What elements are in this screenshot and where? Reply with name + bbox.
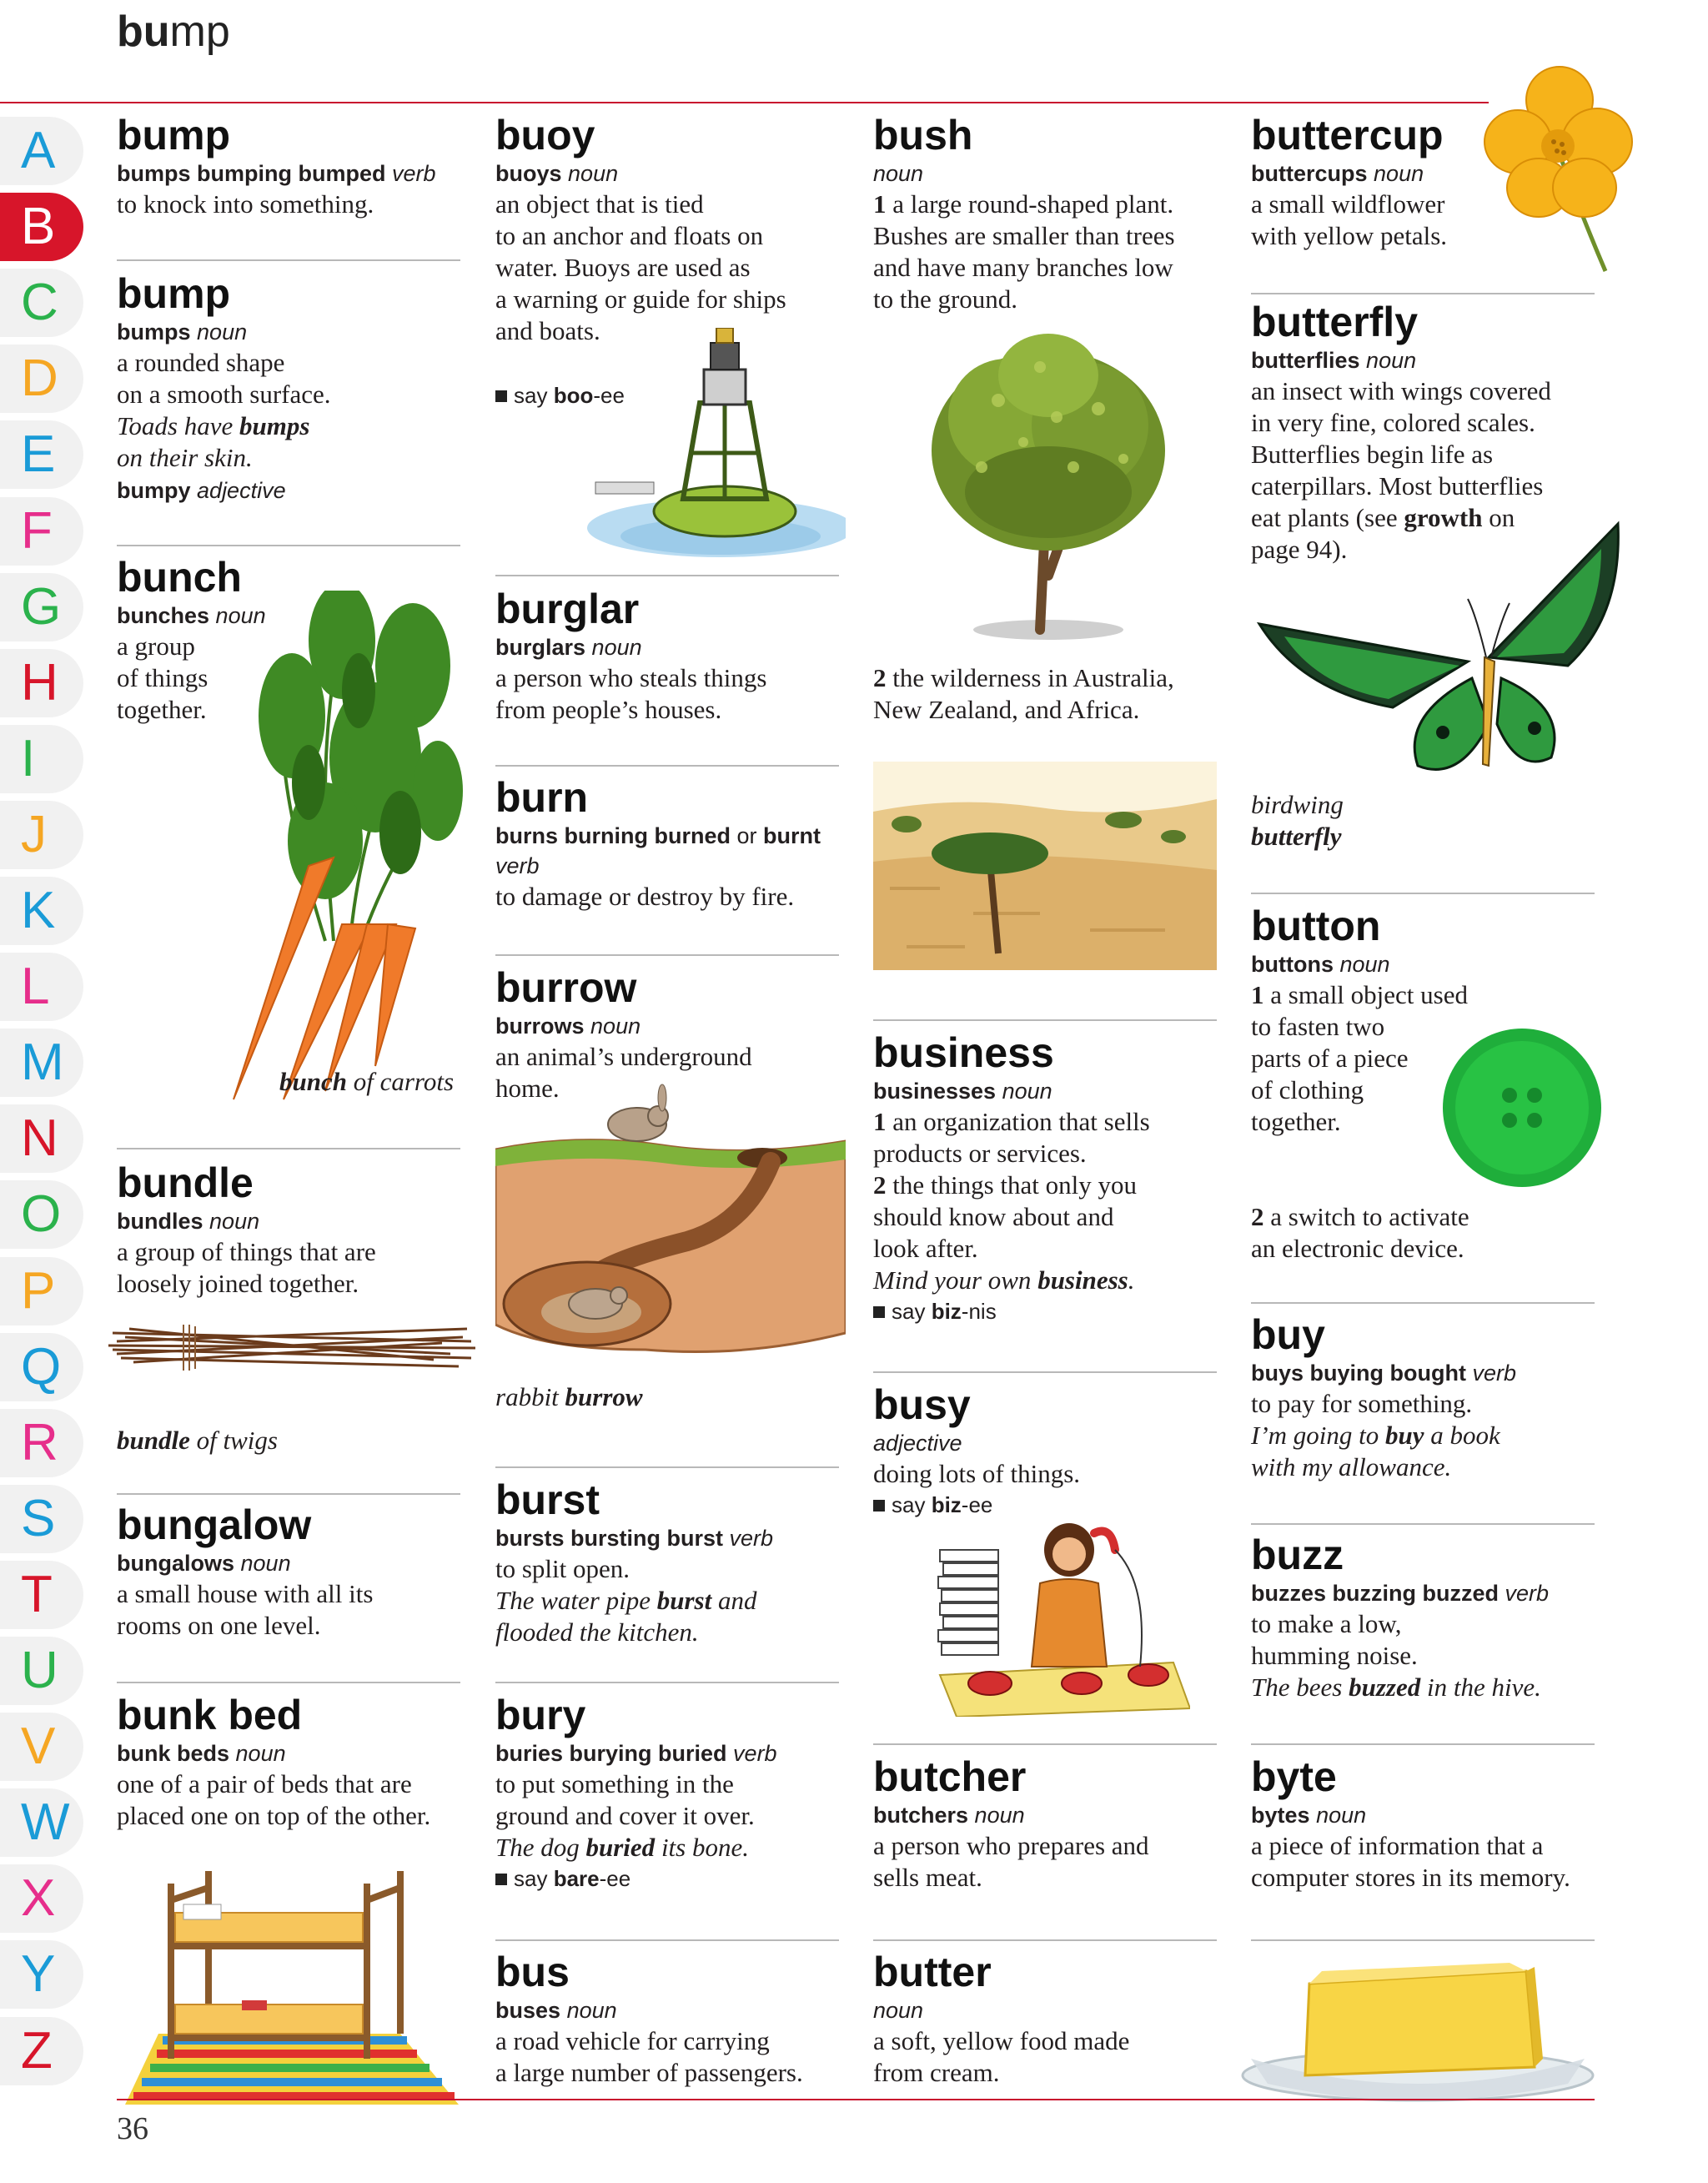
definition: a small house with all its — [117, 1579, 374, 1608]
part-of-speech: noun — [873, 161, 924, 186]
example: flooded the kitchen. — [495, 1617, 699, 1647]
grammar: buses noun — [495, 1998, 617, 2023]
alphabet-tab-i[interactable]: I — [0, 725, 83, 793]
divider — [1251, 893, 1595, 894]
headword: busy — [873, 1381, 971, 1428]
headword: buzz — [1251, 1532, 1344, 1578]
divider — [873, 1743, 1217, 1745]
divider — [495, 575, 839, 576]
headword: bus — [495, 1949, 570, 1995]
definition: and boats. — [495, 316, 600, 345]
divider — [117, 259, 460, 261]
example: Mind your own business. — [873, 1265, 1135, 1295]
definition: eat plants (see growth on — [1251, 503, 1515, 532]
divider — [873, 1371, 1217, 1373]
definition: to knock into something. — [117, 189, 374, 219]
example: Toads have bumps — [117, 411, 310, 440]
alphabet-tab-k[interactable]: K — [0, 877, 83, 945]
divider — [1251, 293, 1595, 294]
definition: a piece of information that a — [1251, 1831, 1544, 1860]
headword: butter — [873, 1949, 992, 1995]
alphabet-tab-h[interactable]: H — [0, 649, 83, 717]
grammar: buttons noun — [1251, 952, 1390, 977]
definition: Butterflies begin life as — [1251, 440, 1494, 469]
headword: bump — [117, 270, 231, 317]
headword: bunk bed — [117, 1692, 303, 1738]
entry-busy — [873, 1381, 1223, 1520]
grammar: bursts bursting burst verb — [495, 1526, 774, 1551]
buttercup-illustration — [1480, 63, 1639, 279]
alphabet-tab-c[interactable]: C — [0, 269, 83, 337]
part-of-speech: verb — [495, 853, 540, 878]
headword: bump — [117, 112, 231, 158]
example: with my allowance. — [1251, 1452, 1452, 1481]
alphabet-tab-e[interactable]: E — [0, 420, 83, 489]
grammar: burglars noun — [495, 635, 642, 660]
definition: rooms on one level. — [117, 1611, 321, 1640]
example: on their skin. — [117, 443, 253, 472]
caption-butterfly-1: birdwing — [1251, 790, 1344, 819]
entry-burn — [495, 774, 846, 913]
alphabet-tab-u[interactable]: U — [0, 1637, 83, 1705]
definition: and have many branches low — [873, 253, 1173, 282]
headword: burglar — [495, 586, 640, 632]
grammar: butchers noun — [873, 1803, 1025, 1828]
definition: water. Buoys are used as — [495, 253, 751, 282]
definition: from cream. — [873, 2058, 1000, 2087]
alphabet-tab-o[interactable]: O — [0, 1180, 83, 1249]
grammar: burns burning burned or burnt — [495, 823, 821, 848]
definition: an electronic device. — [1251, 1234, 1464, 1263]
caption-burrow: rabbit burrow — [495, 1382, 643, 1411]
definition: ground and cover it over. — [495, 1801, 755, 1830]
grammar: bumps bumping bumped verb — [117, 161, 436, 186]
definition: computer stores in its memory. — [1251, 1863, 1570, 1892]
divider — [873, 1939, 1217, 1941]
definition: humming noise. — [1251, 1641, 1418, 1670]
definition: doing lots of things. — [873, 1459, 1081, 1488]
caption-bunch: bunch of carrots — [279, 1067, 455, 1096]
divider — [495, 765, 839, 767]
entry-bump-noun — [117, 270, 467, 506]
headword: bunch — [117, 554, 242, 601]
divider — [117, 1148, 460, 1149]
entry-butcher — [873, 1753, 1223, 1894]
example: I’m going to buy a book — [1251, 1421, 1500, 1450]
bunk-bed-illustration — [125, 1867, 467, 2109]
alphabet-tab-t[interactable]: T — [0, 1561, 83, 1629]
grammar: buries burying buried verb — [495, 1741, 777, 1766]
pronunciation: say biz-ee — [873, 1490, 1223, 1520]
definition: together. — [1251, 1107, 1341, 1136]
divider — [495, 954, 839, 956]
definition: home. — [495, 1074, 560, 1103]
definition: to fasten two — [1251, 1012, 1385, 1041]
headword: business — [873, 1029, 1054, 1076]
definition: on a smooth surface. — [117, 380, 331, 409]
pronunciation: say biz-nis — [873, 1296, 1223, 1326]
divider — [495, 1682, 839, 1683]
definition: a person who steals things — [495, 663, 767, 692]
definition: loosely joined together. — [117, 1269, 359, 1298]
definition: look after. — [873, 1234, 978, 1263]
butter-illustration — [1234, 1950, 1601, 2109]
definition: 2 the wilderness in Australia, — [873, 663, 1174, 692]
alphabet-tab-q[interactable]: Q — [0, 1333, 83, 1401]
headword: byte — [1251, 1753, 1337, 1800]
pronunciation: say boo-ee — [495, 380, 846, 410]
grammar: bunches noun — [117, 603, 266, 628]
headword: burn — [495, 774, 589, 821]
headword: butterfly — [1251, 299, 1418, 345]
headword: bury — [495, 1692, 586, 1738]
grammar: burrows noun — [495, 1014, 641, 1039]
part-of-speech: adjective — [873, 1431, 962, 1456]
definition: a group — [117, 631, 195, 661]
caption-butterfly-2: butterfly — [1251, 822, 1342, 851]
definition: of clothing — [1251, 1075, 1364, 1104]
alphabet-tab-w[interactable]: W — [0, 1788, 83, 1857]
page-number: 36 — [117, 2111, 148, 2146]
definition: products or services. — [873, 1139, 1087, 1168]
entry-byte — [1251, 1753, 1601, 1894]
definition: caterpillars. Most butterflies — [1251, 471, 1544, 500]
headword: burrow — [495, 964, 637, 1011]
definition: an object that is tied — [495, 189, 704, 219]
example: The bees buzzed in the hive. — [1251, 1672, 1541, 1702]
definition: to pay for something. — [1251, 1389, 1473, 1418]
grammar: bytes noun — [1251, 1803, 1367, 1828]
bottom-rule — [117, 2099, 1595, 2100]
headword: button — [1251, 903, 1381, 949]
example: The water pipe burst and — [495, 1586, 757, 1615]
top-rule — [0, 102, 1489, 103]
definition: 1 a small object used — [1251, 980, 1468, 1009]
definition: to the ground. — [873, 284, 1018, 314]
entry-burst — [495, 1476, 846, 1648]
divider — [495, 1939, 839, 1941]
definition: together. — [117, 695, 207, 724]
definition: should know about and — [873, 1202, 1114, 1231]
alphabet-tab-n[interactable]: N — [0, 1104, 83, 1173]
definition: an insect with wings covered — [1251, 376, 1551, 405]
alphabet-tab-a[interactable]: A — [0, 117, 83, 185]
button-illustration — [1439, 1024, 1605, 1191]
entry-butter — [873, 1949, 1223, 2089]
guide-word: bump — [117, 8, 230, 56]
headword: buy — [1251, 1311, 1325, 1358]
grammar: buttercups noun — [1251, 161, 1424, 186]
entry-bump-verb — [117, 112, 467, 220]
grammar: bundles noun — [117, 1209, 260, 1234]
definition: 2 a switch to activate — [1251, 1202, 1469, 1231]
alphabet-tab-r[interactable]: R — [0, 1409, 83, 1477]
divider — [1251, 1523, 1595, 1525]
divider — [1251, 1939, 1595, 1941]
bush-illustration — [923, 325, 1173, 642]
divider — [1251, 1743, 1595, 1745]
definition: a small wildflower — [1251, 189, 1445, 219]
headword: buttercup — [1251, 112, 1444, 158]
butterfly-illustration — [1251, 516, 1626, 799]
definition: to damage or destroy by fire. — [495, 882, 795, 911]
definition: New Zealand, and Africa. — [873, 695, 1140, 724]
savanna-illustration — [873, 762, 1217, 970]
alphabet-tab-y[interactable]: Y — [0, 1940, 83, 2009]
alphabet-tab-b[interactable]: B — [0, 193, 83, 261]
definition: a large number of passengers. — [495, 2058, 803, 2087]
alphabet-tab-g[interactable]: G — [0, 573, 83, 641]
alphabet-tab-m[interactable]: M — [0, 1029, 83, 1097]
entry-bury — [495, 1692, 846, 1894]
definition: parts of a piece — [1251, 1044, 1409, 1073]
related-word: bumpy adjective — [117, 478, 286, 503]
definition: a soft, yellow food made — [873, 2026, 1130, 2055]
definition: 1 an organization that sells — [873, 1107, 1150, 1136]
divider — [117, 545, 460, 546]
alphabet-tab-p[interactable]: P — [0, 1257, 83, 1325]
definition: to split open. — [495, 1554, 630, 1583]
definition: 2 the things that only you — [873, 1170, 1138, 1200]
twigs-illustration — [108, 1308, 475, 1383]
headword: burst — [495, 1476, 600, 1523]
entry-bungalow — [117, 1501, 467, 1642]
example: The dog buried its bone. — [495, 1833, 749, 1862]
divider — [873, 1019, 1217, 1021]
divider — [1251, 1302, 1595, 1304]
grammar: bungalows noun — [117, 1551, 291, 1576]
definition: sells meat. — [873, 1863, 982, 1892]
divider — [495, 1466, 839, 1468]
entry-buy — [1251, 1311, 1601, 1483]
headword: bungalow — [117, 1501, 312, 1548]
entry-burglar — [495, 586, 846, 726]
divider — [117, 1682, 460, 1683]
alphabet-tab-x[interactable]: X — [0, 1864, 83, 1933]
carrots-illustration — [200, 591, 467, 1108]
grammar: bunk beds noun — [117, 1741, 286, 1766]
definition: with yellow petals. — [1251, 221, 1448, 250]
headword: bundle — [117, 1159, 254, 1206]
headword: bush — [873, 112, 973, 158]
definition: placed one on top of the other. — [117, 1801, 431, 1830]
alphabet-tab-z[interactable]: Z — [0, 2017, 83, 2085]
headword: butcher — [873, 1753, 1027, 1800]
pronunciation: say bare-ee — [495, 1864, 846, 1894]
headword: buoy — [495, 112, 595, 158]
busy-person-illustration — [923, 1517, 1190, 1717]
definition: a group of things that are — [117, 1237, 376, 1266]
definition: from people’s houses. — [495, 695, 722, 724]
definition: Bushes are smaller than trees — [873, 221, 1175, 250]
entry-bush-sense-2 — [873, 662, 1223, 726]
alphabet-tab-s[interactable]: S — [0, 1485, 83, 1553]
grammar: bumps noun — [117, 319, 248, 345]
entry-bundle — [117, 1159, 467, 1300]
entry-business — [873, 1029, 1223, 1326]
definition: of things — [117, 663, 208, 692]
divider — [117, 1493, 460, 1495]
entry-bush — [873, 112, 1223, 315]
grammar: butterflies noun — [1251, 348, 1417, 373]
part-of-speech: noun — [873, 1998, 924, 2023]
entry-buzz — [1251, 1532, 1601, 1703]
definition: one of a pair of beds that are — [117, 1769, 412, 1798]
buoy-illustration — [579, 328, 846, 561]
definition: in very fine, colored scales. — [1251, 408, 1535, 437]
definition: a warning or guide for ships — [495, 284, 786, 314]
definition: an animal’s underground — [495, 1042, 752, 1071]
alphabet-tab-j[interactable]: J — [0, 801, 83, 869]
grammar: businesses noun — [873, 1079, 1052, 1104]
definition: a road vehicle for carrying — [495, 2026, 770, 2055]
definition: a person who prepares and — [873, 1831, 1149, 1860]
alphabet-tab-d[interactable]: D — [0, 345, 83, 413]
grammar: buzzes buzzing buzzed verb — [1251, 1581, 1550, 1606]
definition: page 94). — [1251, 535, 1348, 564]
alphabet-tab-v[interactable]: V — [0, 1713, 83, 1781]
definition: to make a low, — [1251, 1609, 1402, 1638]
alphabet-tab-l[interactable]: L — [0, 953, 83, 1021]
entry-bus — [495, 1949, 846, 2089]
entry-bunk-bed — [117, 1692, 467, 1832]
burrow-illustration — [495, 1083, 846, 1375]
definition: to put something in the — [495, 1769, 734, 1798]
definition: a rounded shape — [117, 348, 285, 377]
grammar: buoys noun — [495, 161, 619, 186]
grammar: buys buying bought verb — [1251, 1361, 1517, 1386]
alphabet-tab-f[interactable]: F — [0, 497, 83, 566]
caption-bundle: bundle of twigs — [117, 1426, 278, 1455]
definition: to an anchor and floats on — [495, 221, 764, 250]
definition: 1 a large round-shaped plant. — [873, 189, 1174, 219]
